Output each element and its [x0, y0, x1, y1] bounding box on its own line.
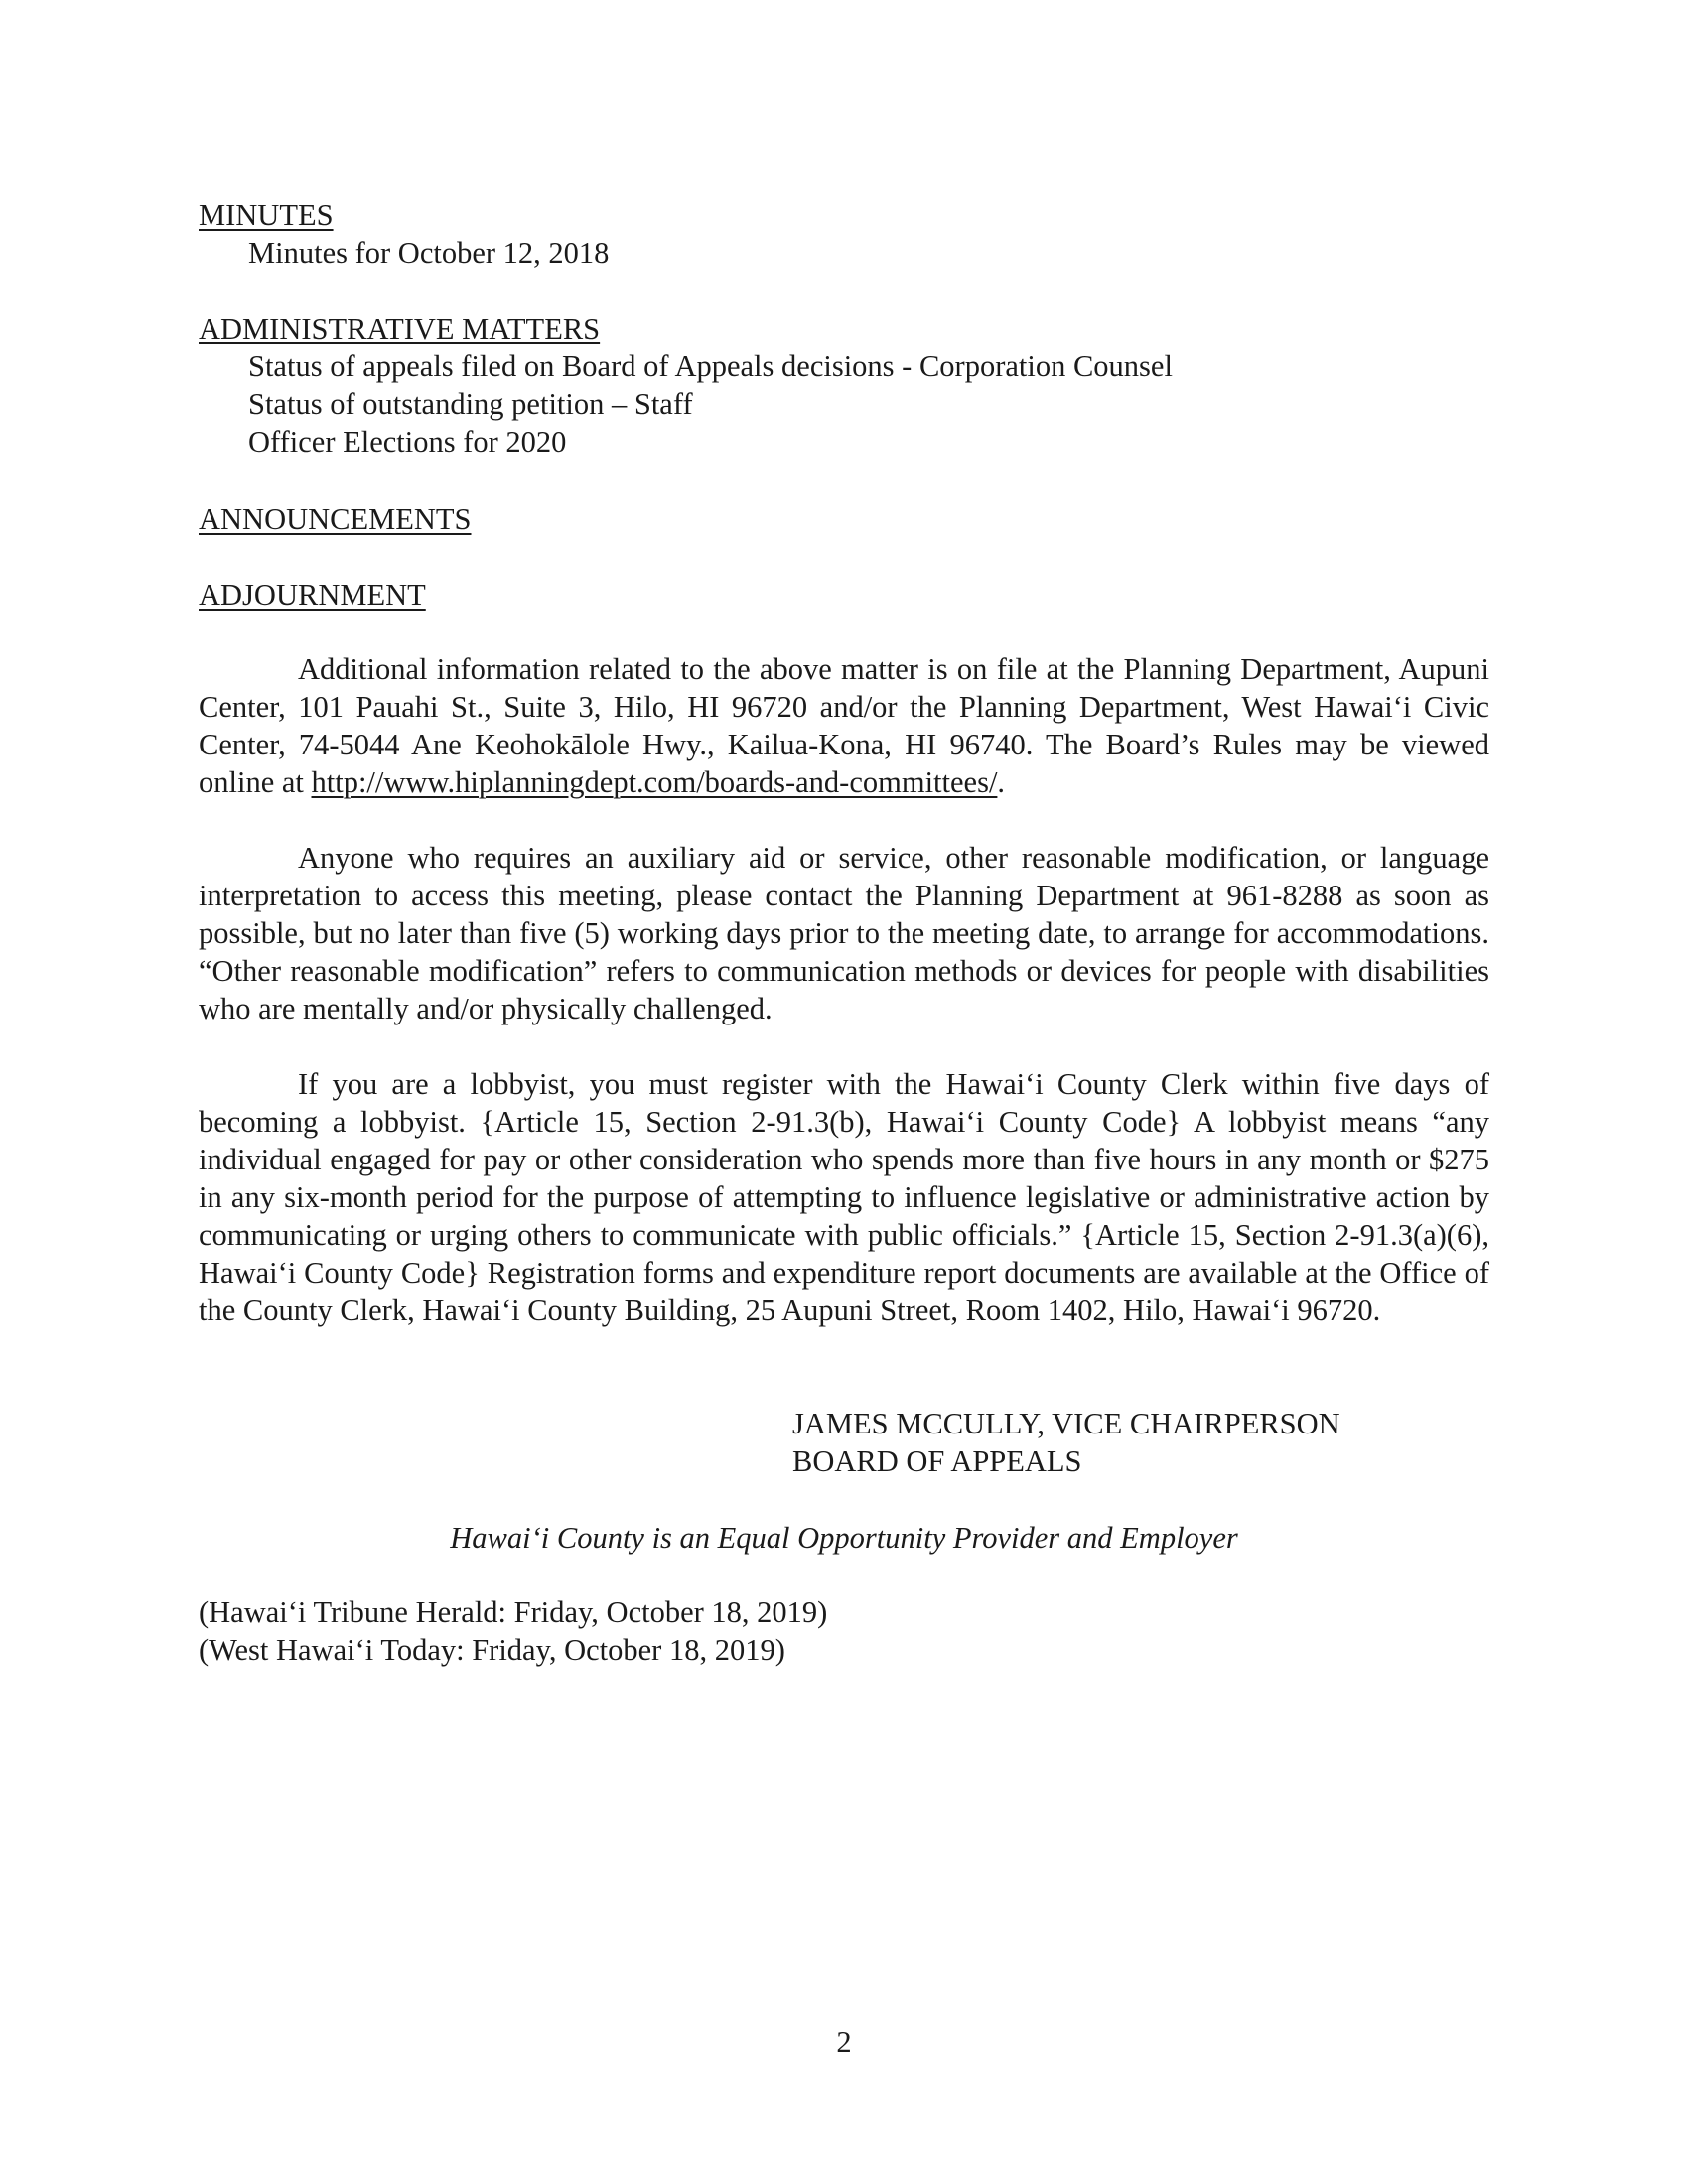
announcements-section	[199, 500, 1489, 538]
announcements-heading: ANNOUNCEMENTS	[199, 502, 472, 536]
publication-notes	[199, 1593, 1489, 1669]
page-number: 2	[836, 2025, 852, 2059]
adjournment-section	[199, 576, 1489, 614]
admin-item-appeals: Status of appeals filed on Board of Appeals decisions - Corporation Counsel	[248, 349, 1173, 383]
administrative-matters-section	[199, 310, 1489, 461]
lobbyist-paragraph: If you are a lobbyist, you must register with the Hawai‘i County Clerk within five days of becoming a lobbyist. {Article 15, Section 2-91.3(b), Hawai‘i County Code} A lobbyist means “any individual engaged for pay or other consideration who spends more than five hours in any month or $275 in any six-month period for the purpose of attempting to influence legislative or administrative action by communicating or urging others to communicate with public officials.” {Article 15, Section 2-91.3(a)(6), Hawai‘i County Code} Registration forms and expenditure report documents are available at the Office of the County Clerk, Hawai‘i County Building, 25 Aupuni Street, Room 1402, Hilo, Hawai‘i 96720.	[199, 1067, 1489, 1327]
info-paragraph	[199, 650, 1489, 801]
admin-item-petition: Status of outstanding petition – Staff	[248, 387, 693, 421]
publication-tribune-herald: (Hawai‘i Tribune Herald: Friday, October 18, 2019)	[199, 1595, 828, 1629]
info-paragraph-text: Additional information related to the above matter is on file at the Planning Department, Aupuni Center, 101 Pauahi St., Suite 3, Hilo, HI 96720 and/or the Planning Department, West Hawai‘i Civic Center, 74-5044 Ane Keohokālole Hwy., Kailua-Kona, HI 96740. The Board’s Rules may be viewed online at	[199, 652, 1489, 799]
adjournment-heading: ADJOURNMENT	[199, 578, 426, 612]
publication-west-hawaii-today: (West Hawai‘i Today: Friday, October 18, 2019)	[199, 1633, 785, 1667]
signatory-board: BOARD OF APPEALS	[792, 1444, 1082, 1478]
rules-link[interactable]: http://www.hiplanningdept.com/boards-and-committees/	[311, 765, 998, 799]
accessibility-paragraph: Anyone who requires an auxiliary aid or service, other reasonable modification, or language interpretation to access this meeting, please contact the Planning Department at 961-8288 as soon as possible, but no later than five (5) working days prior to the meeting date, to arrange for accommodations. “Other reasonable modification” refers to communication methods or devices for people with disabilities who are mentally and/or physically challenged.	[199, 841, 1489, 1025]
minutes-item: Minutes for October 12, 2018	[248, 236, 610, 270]
minutes-section	[199, 197, 1489, 272]
equal-opportunity-statement: Hawai‘i County is an Equal Opportunity Provider and Employer	[450, 1521, 1238, 1555]
signatory-name: JAMES MCCULLY, VICE CHAIRPERSON	[792, 1407, 1340, 1440]
admin-item-elections: Officer Elections for 2020	[248, 425, 567, 459]
administrative-matters-heading: ADMINISTRATIVE MATTERS	[199, 312, 601, 345]
signature-block	[792, 1405, 1487, 1480]
minutes-heading: MINUTES	[199, 199, 334, 232]
info-paragraph-end: .	[997, 765, 1006, 799]
